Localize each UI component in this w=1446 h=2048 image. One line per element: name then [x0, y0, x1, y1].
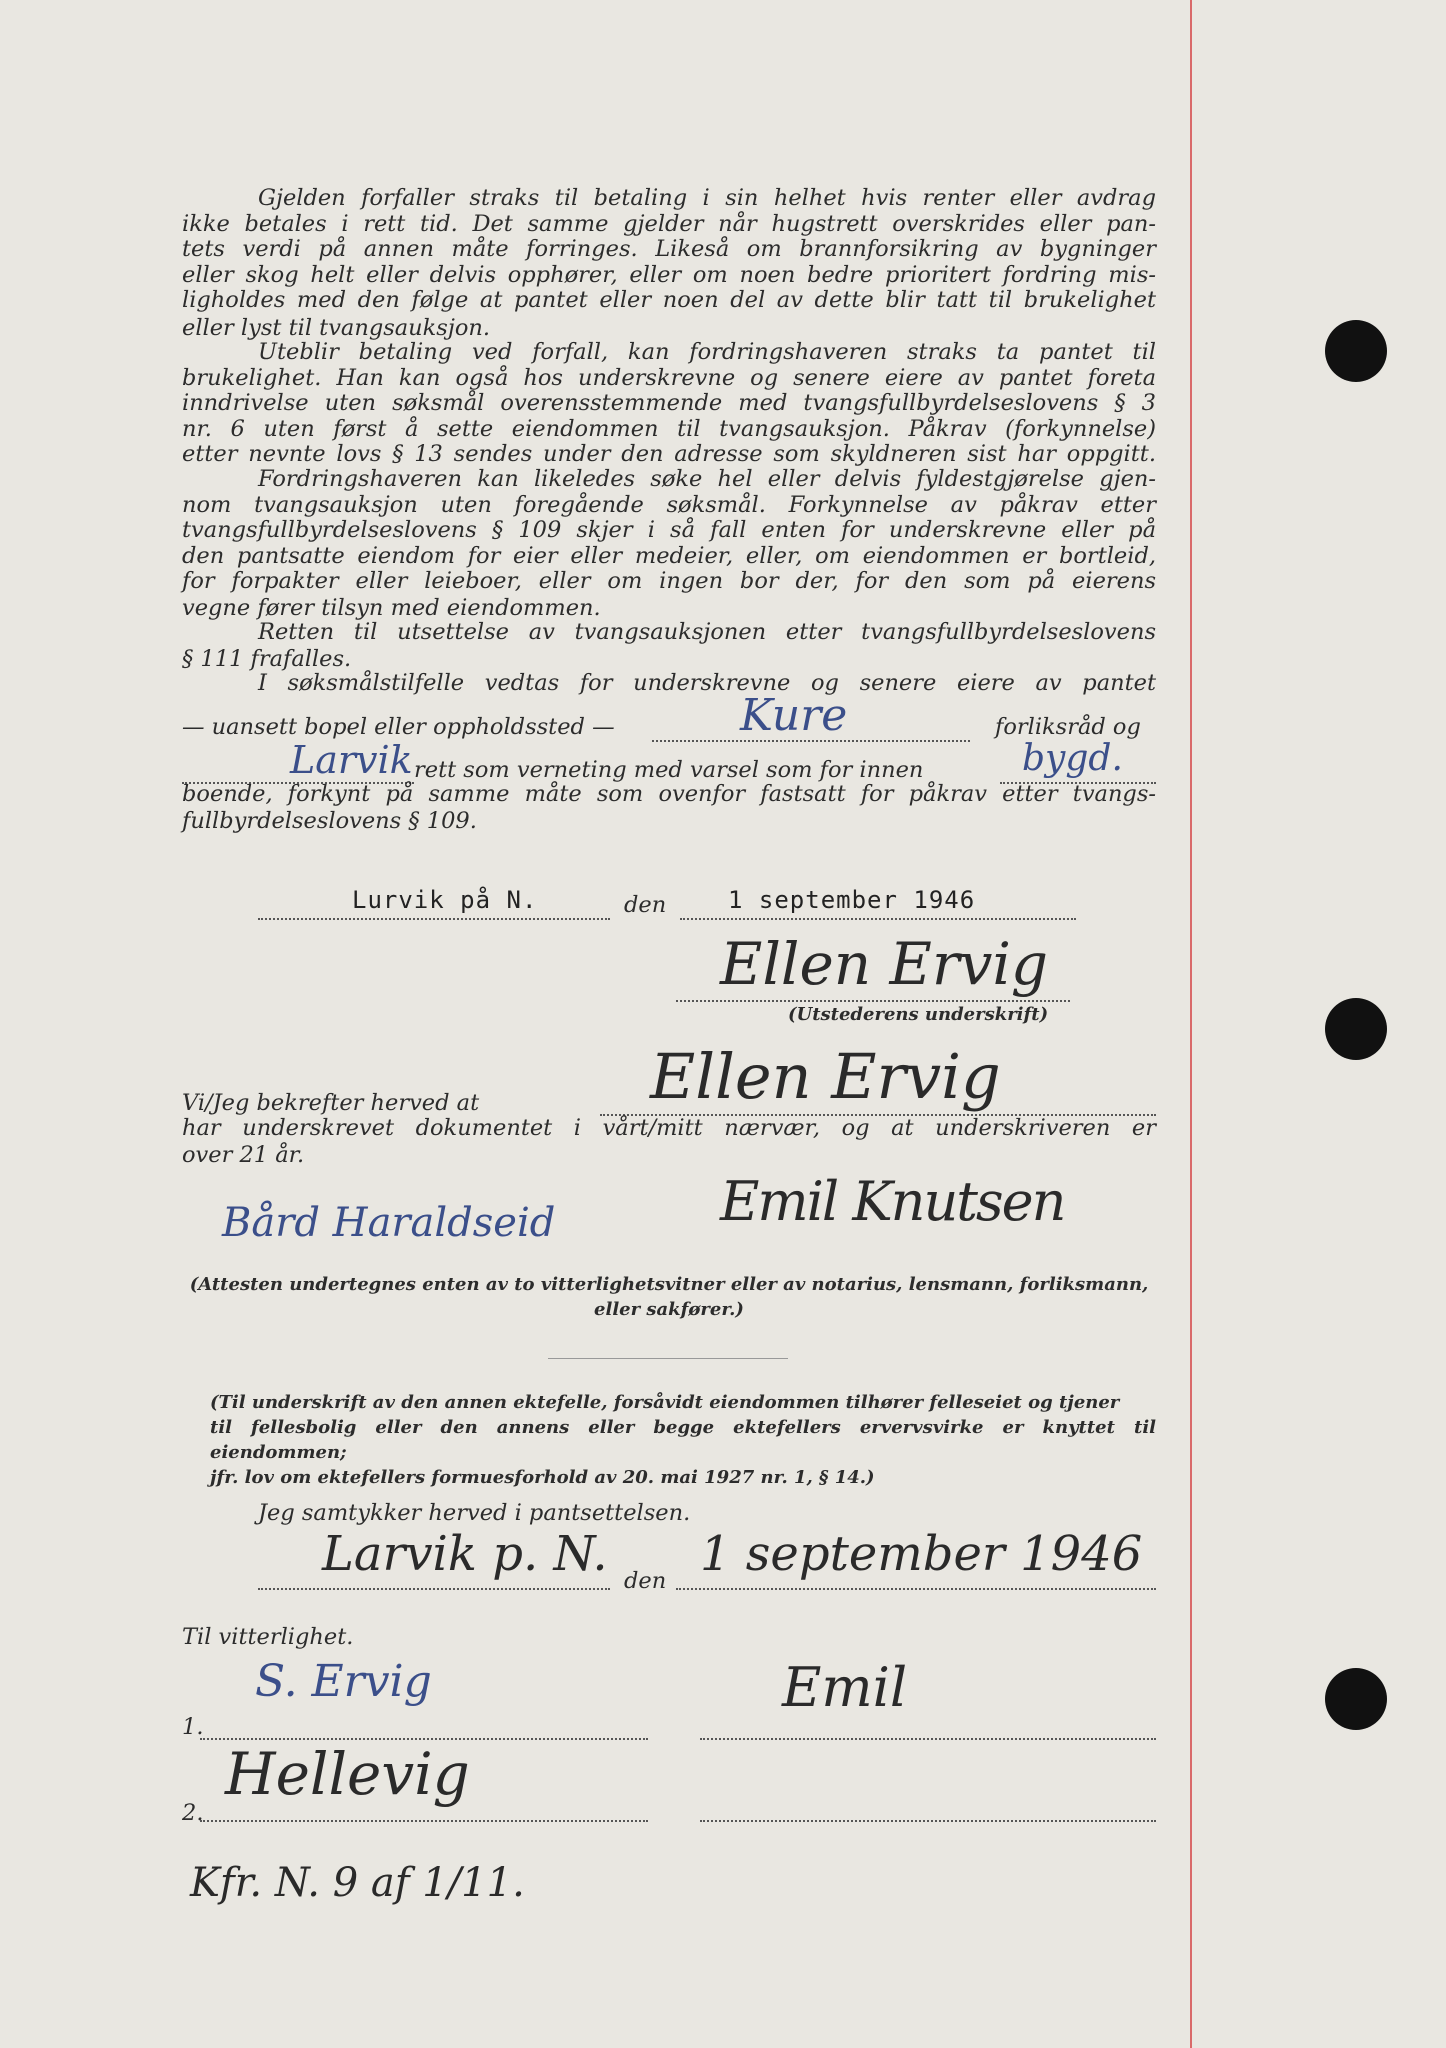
paragraph-auction: Fordringshaveren kan likeledes søke hel eller delvis fyldestgjørelse gjen- nom tvangsauksjon uten foregående søksmål. Forkynnelse av påkrav etter tvangsfullbyrdelseslovens § 109 skjer i så fall enten for underskrevne eller på den pantsatte eiendom for eier eller medeier, eller, om eiendommen er bortleid, for forpakter eller leieboer, eller om ingen bor der, for den som på eierens [182, 466, 1156, 594]
paragraph-postponement: Retten til utsettelse av tvangsauksjonen etter tvangsfullbyrdelseslovens [258, 619, 1156, 645]
witness-number-2: 2. [182, 1800, 204, 1826]
witness-number-1: 1. [182, 1714, 204, 1740]
registry-note-handwritten: Kfr. N. 9 af 1/11. [190, 1860, 525, 1906]
date-typed: 1 september 1946 [728, 886, 976, 914]
venue-line-3: boende, forkynt på samme måte som ovenfor fastsatt for påkrav etter tvangs- [182, 781, 1156, 807]
bygd-handwritten: bygd. [1022, 738, 1123, 779]
paragraph-auction-end: vegne fører tilsyn med eiendommen. [182, 595, 601, 621]
venue-prefix: — uansett bopel eller oppholdssted — [182, 714, 615, 740]
paragraph-venue: I søksmålstilfelle vedtas for underskrevne og senere eiere av pantet [258, 670, 1156, 696]
confirm-name-handwritten: Ellen Ervig [650, 1040, 1001, 1113]
dotted-line [200, 1820, 648, 1822]
punch-hole [1325, 998, 1387, 1060]
confirm-line-2: har underskrevet dokumentet i vårt/mitt nærvær, og at underskriveren er [182, 1115, 1156, 1141]
witness-2-signature: Emil Knutsen [720, 1170, 1065, 1233]
forliksrad-label: forliksråd og [995, 714, 1141, 740]
spouse-place-handwritten: Larvik p. N. [322, 1526, 608, 1582]
spouse-witness-2-signature: Hellevig [225, 1740, 470, 1808]
separator-line [548, 1358, 788, 1359]
dotted-line [700, 1820, 1156, 1822]
dotted-line [700, 1738, 1156, 1740]
den-label: den [624, 892, 667, 918]
dotted-line [258, 918, 610, 920]
confirm-label: Vi/Jeg bekrefter herved at [182, 1090, 480, 1116]
vitterlighet-label: Til vitterlighet. [182, 1624, 354, 1650]
margin-line [1190, 0, 1192, 2048]
paragraph-maturity-end: eller lyst til tvangsauksjon. [182, 315, 491, 341]
rett-label: rett som verneting med varsel som for innen [414, 757, 924, 783]
issuer-signature-caption: (Utstederens underskrift) [788, 1004, 1049, 1025]
paragraph-nonpayment: Uteblir betaling ved forfall, kan fordringshaveren straks ta pantet til brukelighet. Han kan også hos underskrevne og senere eiere av pantet foreta inndrivelse uten søksmål overensstemmende med tvangsfullbyrdelseslovens § 3 nr. 6 uten først å sette eiendommen til tvangsauksjon. Påkrav (forkynnelse) etter nevnte lovs § 13 sendes under den adresse som skyldneren sist har oppgitt. [182, 339, 1156, 467]
issuer-signature: Ellen Ervig [720, 930, 1049, 998]
attest-note: (Attesten undertegnes enten av to vitterlighetsvitner eller av notarius, lensmann, forliksmann, eller sakfører.) [189, 1274, 1149, 1320]
paragraph-maturity: Gjelden forfaller straks til betaling i sin helhet hvis renter eller avdrag ikke betales i rett tid. Det samme gjelder når hugstrett overskrides eller pan- tets verdi på annen måte forringes. Likeså om brannforsikring av bygninger eller skog helt eller delvis opphører, eller om noen bedre prioritert fordring mis- ligholdes med den følge at pantet eller noen del av dette blir tatt til brukelighet [182, 185, 1156, 313]
spouse-date-handwritten: 1 september 1946 [700, 1526, 1143, 1582]
spouse-den-label: den [624, 1568, 667, 1594]
confirm-line-3: over 21 år. [182, 1142, 305, 1168]
spouse-signature: Emil [782, 1656, 908, 1719]
consent-label: Jeg samtykker herved i pantsettelsen. [258, 1500, 691, 1526]
venue-line-4: fullbyrdelseslovens § 109. [182, 808, 477, 834]
dotted-line [258, 1588, 610, 1590]
dotted-line [676, 1588, 1156, 1590]
punch-hole [1325, 1668, 1387, 1730]
spouse-note: (Til underskrift av den annen ektefelle, forsåvidt eiendommen tilhører felleseiet og tjener til fellesbolig eller den annens eller begge ektefellers ervervsvirke er knyttet til eiendommen; jfr. lov om ektefellers formuesforhold av 20. mai 1927 nr. 1, § 14.) [210, 1392, 1156, 1488]
paragraph-postponement-end: § 111 frafalles. [182, 646, 352, 672]
dotted-line [680, 918, 1076, 920]
punch-hole [1325, 320, 1387, 382]
forliksrad-handwritten: Kure [740, 690, 848, 741]
rett-handwritten: Larvik [290, 738, 413, 782]
spouse-witness-1-signature: S. Ervig [255, 1656, 432, 1707]
place-typed: Lurvik på N. [352, 886, 538, 914]
witness-1-signature: Bård Haraldseid [222, 1200, 556, 1246]
